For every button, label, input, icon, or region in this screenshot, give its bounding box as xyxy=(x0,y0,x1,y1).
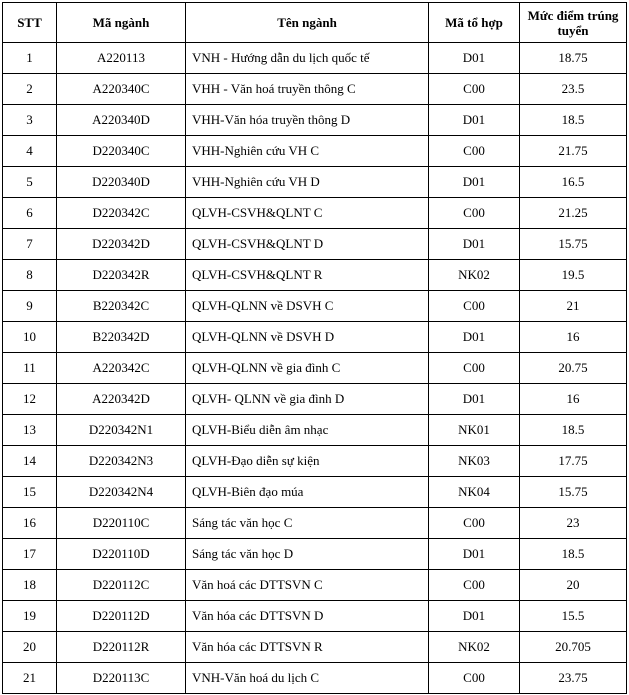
table-row xyxy=(3,601,627,632)
cell-ten-nganh: QLVH-QLNN về gia đình C xyxy=(186,353,429,384)
table-row xyxy=(3,291,627,322)
cell-ma-to-hop: C00 xyxy=(429,508,520,539)
cell-stt: 4 xyxy=(3,136,57,167)
cell-ma-nganh: D220342N3 xyxy=(57,446,186,477)
cell-stt: 17 xyxy=(3,539,57,570)
table-row xyxy=(3,198,627,229)
cell-ma-to-hop: D01 xyxy=(429,229,520,260)
cell-muc-diem: 15.75 xyxy=(520,477,627,508)
cell-muc-diem: 16 xyxy=(520,384,627,415)
cell-ma-nganh: D220110D xyxy=(57,539,186,570)
cell-ma-nganh: A220113 xyxy=(57,43,186,74)
cell-ma-nganh: D220340D xyxy=(57,167,186,198)
cell-ma-to-hop: C00 xyxy=(429,198,520,229)
cell-ma-to-hop: C00 xyxy=(429,136,520,167)
cell-ma-to-hop: D01 xyxy=(429,539,520,570)
cell-ten-nganh: VNH-Văn hoá du lịch C xyxy=(186,663,429,694)
cell-ten-nganh: Văn hoá các DTTSVN C xyxy=(186,570,429,601)
cell-ma-nganh: B220342C xyxy=(57,291,186,322)
table-row xyxy=(3,167,627,198)
cell-muc-diem: 23.75 xyxy=(520,663,627,694)
cell-ma-to-hop: C00 xyxy=(429,291,520,322)
cell-muc-diem: 15.5 xyxy=(520,601,627,632)
table-row xyxy=(3,136,627,167)
admission-scores-table xyxy=(2,2,627,694)
cell-ten-nganh: VHH-Nghiên cứu VH D xyxy=(186,167,429,198)
cell-ma-to-hop: D01 xyxy=(429,105,520,136)
cell-ma-nganh: D220342C xyxy=(57,198,186,229)
cell-stt: 13 xyxy=(3,415,57,446)
cell-ten-nganh: QLVH- QLNN về gia đình D xyxy=(186,384,429,415)
cell-ma-to-hop: D01 xyxy=(429,167,520,198)
table-row xyxy=(3,260,627,291)
cell-ten-nganh: QLVH-CSVH&QLNT R xyxy=(186,260,429,291)
cell-muc-diem: 18.75 xyxy=(520,43,627,74)
cell-ten-nganh: Sáng tác văn học C xyxy=(186,508,429,539)
cell-ten-nganh: Văn hóa các DTTSVN R xyxy=(186,632,429,663)
cell-muc-diem: 16.5 xyxy=(520,167,627,198)
cell-ma-nganh: D220110C xyxy=(57,508,186,539)
cell-muc-diem: 18.5 xyxy=(520,105,627,136)
table-row xyxy=(3,353,627,384)
cell-muc-diem: 16 xyxy=(520,322,627,353)
table-row xyxy=(3,539,627,570)
cell-stt: 11 xyxy=(3,353,57,384)
table-row xyxy=(3,477,627,508)
table-row xyxy=(3,446,627,477)
cell-stt: 14 xyxy=(3,446,57,477)
cell-ma-to-hop: NK02 xyxy=(429,260,520,291)
table-row xyxy=(3,322,627,353)
cell-stt: 2 xyxy=(3,74,57,105)
cell-ma-to-hop: D01 xyxy=(429,601,520,632)
table-row xyxy=(3,384,627,415)
cell-ten-nganh: QLVH-QLNN về DSVH C xyxy=(186,291,429,322)
cell-stt: 15 xyxy=(3,477,57,508)
cell-muc-diem: 20 xyxy=(520,570,627,601)
cell-ma-nganh: D220342D xyxy=(57,229,186,260)
cell-ma-to-hop: NK04 xyxy=(429,477,520,508)
cell-ma-nganh: D220342N1 xyxy=(57,415,186,446)
cell-ten-nganh: VHH - Văn hoá truyền thông C xyxy=(186,74,429,105)
cell-stt: 18 xyxy=(3,570,57,601)
cell-muc-diem: 17.75 xyxy=(520,446,627,477)
header-ma-nganh: Mã ngành xyxy=(57,3,186,43)
cell-ten-nganh: QLVH-Biểu diễn âm nhạc xyxy=(186,415,429,446)
cell-stt: 20 xyxy=(3,632,57,663)
cell-ma-to-hop: C00 xyxy=(429,663,520,694)
cell-muc-diem: 23 xyxy=(520,508,627,539)
cell-stt: 7 xyxy=(3,229,57,260)
cell-stt: 19 xyxy=(3,601,57,632)
cell-muc-diem: 19.5 xyxy=(520,260,627,291)
table-row xyxy=(3,632,627,663)
table-row xyxy=(3,43,627,74)
cell-ma-nganh: D220112D xyxy=(57,601,186,632)
cell-muc-diem: 20.75 xyxy=(520,353,627,384)
cell-muc-diem: 15.75 xyxy=(520,229,627,260)
cell-stt: 1 xyxy=(3,43,57,74)
cell-ma-nganh: A220342C xyxy=(57,353,186,384)
table-header xyxy=(3,3,627,43)
cell-ten-nganh: VHH-Văn hóa truyền thông D xyxy=(186,105,429,136)
admission-scores-table-container xyxy=(2,2,626,694)
cell-ma-to-hop: D01 xyxy=(429,43,520,74)
cell-stt: 5 xyxy=(3,167,57,198)
cell-ma-nganh: D220342R xyxy=(57,260,186,291)
cell-ma-nganh: B220342D xyxy=(57,322,186,353)
cell-stt: 10 xyxy=(3,322,57,353)
header-muc-diem: Mức điểm trúng tuyển xyxy=(520,3,627,43)
cell-muc-diem: 20.705 xyxy=(520,632,627,663)
table-row xyxy=(3,415,627,446)
cell-ma-to-hop: D01 xyxy=(429,384,520,415)
cell-ma-to-hop: C00 xyxy=(429,570,520,601)
cell-stt: 16 xyxy=(3,508,57,539)
cell-muc-diem: 18.5 xyxy=(520,539,627,570)
header-ten-nganh: Tên ngành xyxy=(186,3,429,43)
header-row xyxy=(3,3,627,43)
cell-ma-nganh: A220340D xyxy=(57,105,186,136)
table-row xyxy=(3,508,627,539)
cell-ten-nganh: VNH - Hướng dẫn du lịch quốc tế xyxy=(186,43,429,74)
cell-ma-nganh: D220112R xyxy=(57,632,186,663)
cell-ten-nganh: Sáng tác văn học D xyxy=(186,539,429,570)
header-stt: STT xyxy=(3,3,57,43)
cell-stt: 21 xyxy=(3,663,57,694)
cell-ten-nganh: Văn hóa các DTTSVN D xyxy=(186,601,429,632)
cell-ten-nganh: QLVH-Đạo diễn sự kiện xyxy=(186,446,429,477)
cell-ma-to-hop: C00 xyxy=(429,353,520,384)
cell-ma-nganh: D220113C xyxy=(57,663,186,694)
cell-ma-to-hop: C00 xyxy=(429,74,520,105)
cell-ten-nganh: QLVH-CSVH&QLNT D xyxy=(186,229,429,260)
cell-muc-diem: 18.5 xyxy=(520,415,627,446)
cell-stt: 3 xyxy=(3,105,57,136)
cell-ma-nganh: D220340C xyxy=(57,136,186,167)
cell-muc-diem: 21.75 xyxy=(520,136,627,167)
cell-ma-nganh: D220112C xyxy=(57,570,186,601)
cell-muc-diem: 21 xyxy=(520,291,627,322)
cell-ma-nganh: A220342D xyxy=(57,384,186,415)
cell-ten-nganh: QLVH-Biên đạo múa xyxy=(186,477,429,508)
cell-ma-to-hop: NK02 xyxy=(429,632,520,663)
table-row xyxy=(3,105,627,136)
cell-ten-nganh: QLVH-QLNN về DSVH D xyxy=(186,322,429,353)
table-row xyxy=(3,570,627,601)
table-row xyxy=(3,229,627,260)
cell-muc-diem: 21.25 xyxy=(520,198,627,229)
cell-ma-nganh: A220340C xyxy=(57,74,186,105)
header-ma-to-hop: Mã tổ hợp xyxy=(429,3,520,43)
cell-ma-to-hop: D01 xyxy=(429,322,520,353)
cell-stt: 8 xyxy=(3,260,57,291)
cell-ten-nganh: QLVH-CSVH&QLNT C xyxy=(186,198,429,229)
cell-muc-diem: 23.5 xyxy=(520,74,627,105)
cell-stt: 12 xyxy=(3,384,57,415)
cell-ma-to-hop: NK03 xyxy=(429,446,520,477)
table-body xyxy=(3,43,627,694)
table-row xyxy=(3,663,627,694)
cell-ten-nganh: VHH-Nghiên cứu VH C xyxy=(186,136,429,167)
table-row xyxy=(3,74,627,105)
cell-stt: 6 xyxy=(3,198,57,229)
cell-ma-nganh: D220342N4 xyxy=(57,477,186,508)
cell-ma-to-hop: NK01 xyxy=(429,415,520,446)
cell-stt: 9 xyxy=(3,291,57,322)
